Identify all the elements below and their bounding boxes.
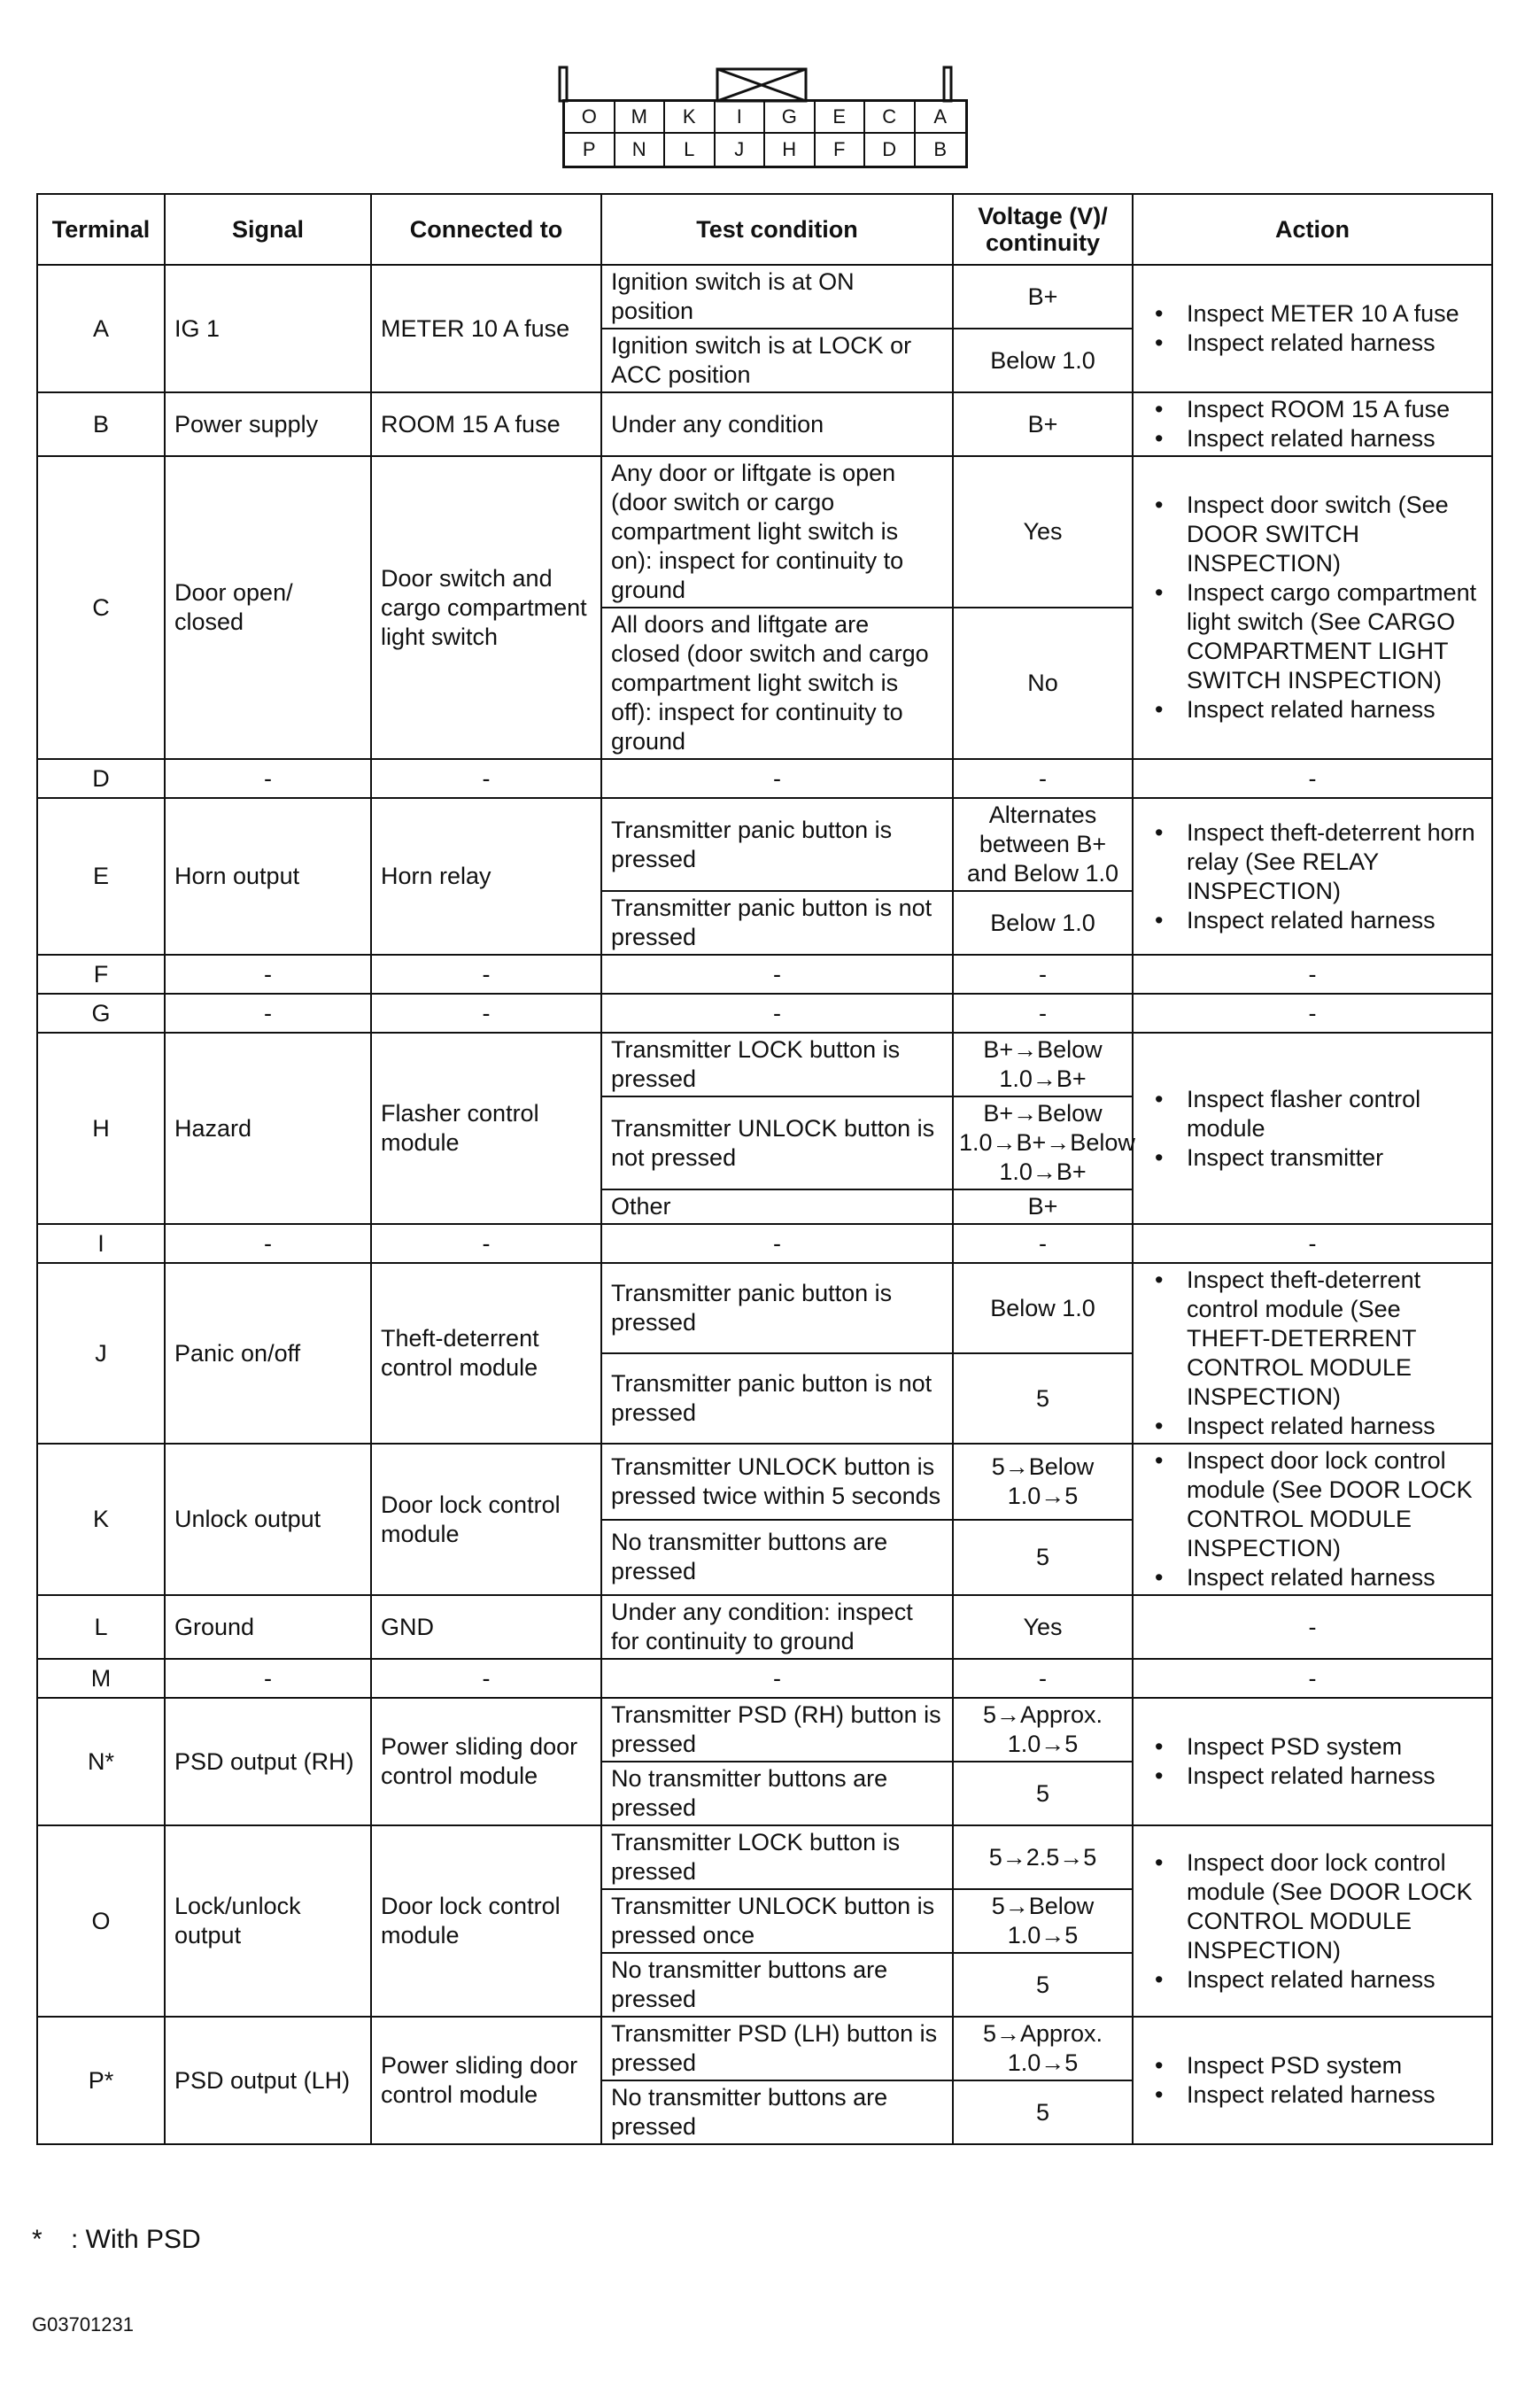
voltage-cell: Yes xyxy=(953,456,1133,608)
action-item: • Inspect transmitter xyxy=(1187,1143,1484,1173)
test-condition-cell: - xyxy=(601,1659,953,1698)
header-voltage xyxy=(953,194,1133,265)
header-action: Action xyxy=(1133,194,1492,265)
terminal-cell: L xyxy=(37,1595,165,1659)
action-item: • Inspect flasher control module xyxy=(1187,1085,1484,1143)
test-condition-cell: No transmitter buttons are pressed xyxy=(601,2080,953,2144)
action-list xyxy=(1144,395,1484,453)
action-cell xyxy=(1133,392,1492,456)
footnote-text: : With PSD xyxy=(71,2225,201,2254)
connected-to-cell: METER 10 A fuse xyxy=(371,265,601,392)
connected-to-cell: - xyxy=(371,759,601,798)
test-condition-cell: Ignition switch is at ON position xyxy=(601,265,953,329)
terminal-inspection-table xyxy=(36,193,1493,2145)
connected-to-cell: Horn relay xyxy=(371,798,601,955)
signal-cell: - xyxy=(165,1224,371,1263)
action-cell: - xyxy=(1133,955,1492,994)
signal-cell: - xyxy=(165,955,371,994)
voltage-cell: Below 1.0 xyxy=(953,1263,1133,1353)
action-item: • Inspect related harness xyxy=(1187,1563,1484,1592)
footnote-symbol: * xyxy=(32,2225,43,2254)
action-cell xyxy=(1133,1263,1492,1444)
signal-cell: Unlock output xyxy=(165,1444,371,1595)
voltage-cell: B+ xyxy=(953,1189,1133,1224)
connected-to-cell: Flasher control module xyxy=(371,1033,601,1224)
signal-cell: Hazard xyxy=(165,1033,371,1224)
table-row xyxy=(37,955,1492,994)
signal-cell: Power supply xyxy=(165,392,371,456)
connected-to-cell: - xyxy=(371,955,601,994)
voltage-cell: Below 1.0 xyxy=(953,891,1133,955)
voltage-cell: 5→Approx. 1.0→5 xyxy=(953,1698,1133,1762)
figure-code: G03701231 xyxy=(32,2313,134,2336)
action-cell: - xyxy=(1133,759,1492,798)
action-item: • Inspect related harness xyxy=(1187,1762,1484,1791)
table-row xyxy=(37,1595,1492,1659)
terminal-cell: F xyxy=(37,955,165,994)
action-list xyxy=(1144,1446,1484,1592)
voltage-cell: 5→Below 1.0→5 xyxy=(953,1444,1133,1520)
action-item: • Inspect door lock control module (See DOOR LOCK CONTROL MODULE INSPECTION) xyxy=(1187,1446,1484,1563)
action-cell xyxy=(1133,265,1492,392)
connected-to-cell: - xyxy=(371,994,601,1033)
action-item: • Inspect ROOM 15 A fuse xyxy=(1187,395,1484,424)
action-list xyxy=(1144,1085,1484,1173)
table-header-row xyxy=(37,194,1492,265)
action-list xyxy=(1144,1848,1484,1995)
terminal-cell: I xyxy=(37,1224,165,1263)
terminal-cell: A xyxy=(37,265,165,392)
action-cell xyxy=(1133,2017,1492,2144)
action-item: • Inspect related harness xyxy=(1187,424,1484,453)
table-row xyxy=(37,994,1492,1033)
action-item: • Inspect PSD system xyxy=(1187,1732,1484,1762)
table-row xyxy=(37,1033,1492,1096)
voltage-cell: B+ xyxy=(953,265,1133,329)
action-cell: - xyxy=(1133,1659,1492,1698)
connector-latch-icon xyxy=(558,62,974,103)
action-cell xyxy=(1133,1444,1492,1595)
connector-pin-grid xyxy=(562,99,968,168)
signal-cell: - xyxy=(165,994,371,1033)
table-row xyxy=(37,798,1492,891)
signal-cell: - xyxy=(165,1659,371,1698)
test-condition-cell: - xyxy=(601,955,953,994)
test-condition-cell: Transmitter UNLOCK button is not pressed xyxy=(601,1096,953,1189)
action-item: • Inspect cargo compartment light switch (See CARGO COMPARTMENT LIGHT SWITCH INSPECTION) xyxy=(1187,578,1484,695)
signal-cell: Ground xyxy=(165,1595,371,1659)
header-voltage-line2: continuity xyxy=(986,229,1100,256)
action-list xyxy=(1144,1266,1484,1441)
action-item: • Inspect door switch (See DOOR SWITCH INSPECTION) xyxy=(1187,491,1484,578)
action-cell: - xyxy=(1133,994,1492,1033)
connected-to-cell: Door switch and cargo compartment light switch xyxy=(371,456,601,759)
voltage-cell: - xyxy=(953,1659,1133,1698)
voltage-cell: Alternates between B+ and Below 1.0 xyxy=(953,798,1133,891)
connector-pin: A xyxy=(916,102,966,134)
signal-cell: Door open/ closed xyxy=(165,456,371,759)
header-terminal: Terminal xyxy=(37,194,165,265)
voltage-cell: 5 xyxy=(953,1520,1133,1596)
test-condition-cell: Ignition switch is at LOCK or ACC position xyxy=(601,329,953,392)
voltage-cell: B+→Below 1.0→B+ xyxy=(953,1033,1133,1096)
action-item: • Inspect theft-deterrent control module (See THEFT-DETERRENT CONTROL MODULE INSPECTION) xyxy=(1187,1266,1484,1412)
signal-cell: Panic on/off xyxy=(165,1263,371,1444)
connector-pin: N xyxy=(615,134,666,166)
connected-to-cell: Power sliding door control module xyxy=(371,1698,601,1825)
voltage-cell: 5 xyxy=(953,2080,1133,2144)
terminal-cell: N* xyxy=(37,1698,165,1825)
test-condition-cell: Transmitter PSD (RH) button is pressed xyxy=(601,1698,953,1762)
signal-cell: Horn output xyxy=(165,798,371,955)
voltage-cell: 5 xyxy=(953,1953,1133,2017)
action-list xyxy=(1144,818,1484,935)
table-row xyxy=(37,1224,1492,1263)
action-item: • Inspect related harness xyxy=(1187,695,1484,724)
action-list xyxy=(1144,491,1484,724)
signal-cell: - xyxy=(165,759,371,798)
table-row xyxy=(37,392,1492,456)
action-item: • Inspect related harness xyxy=(1187,1965,1484,1995)
header-voltage-line1: Voltage (V)/ xyxy=(978,203,1108,229)
connector-pin: H xyxy=(765,134,816,166)
test-condition-cell: Under any condition: inspect for continuity to ground xyxy=(601,1595,953,1659)
voltage-cell: 5 xyxy=(953,1353,1133,1444)
test-condition-cell: No transmitter buttons are pressed xyxy=(601,1762,953,1825)
terminal-cell: C xyxy=(37,456,165,759)
test-condition-cell: Transmitter LOCK button is pressed xyxy=(601,1033,953,1096)
table-row xyxy=(37,1825,1492,1889)
voltage-cell: Below 1.0 xyxy=(953,329,1133,392)
terminal-cell: G xyxy=(37,994,165,1033)
test-condition-cell: Under any condition xyxy=(601,392,953,456)
test-condition-cell: Transmitter UNLOCK button is pressed once xyxy=(601,1889,953,1953)
connector-pin: F xyxy=(816,134,866,166)
connected-to-cell: GND xyxy=(371,1595,601,1659)
signal-cell: Lock/unlock output xyxy=(165,1825,371,2017)
test-condition-cell: Transmitter panic button is not pressed xyxy=(601,891,953,955)
action-cell xyxy=(1133,456,1492,759)
action-cell xyxy=(1133,1698,1492,1825)
terminal-cell: E xyxy=(37,798,165,955)
voltage-cell: B+ xyxy=(953,392,1133,456)
voltage-cell: Yes xyxy=(953,1595,1133,1659)
connector-pin: I xyxy=(716,102,766,134)
terminal-cell: H xyxy=(37,1033,165,1224)
table-row xyxy=(37,2017,1492,2080)
signal-cell: IG 1 xyxy=(165,265,371,392)
terminal-cell: M xyxy=(37,1659,165,1698)
connected-to-cell: Door lock control module xyxy=(371,1825,601,2017)
connector-pin: C xyxy=(865,102,916,134)
connector-pin: L xyxy=(665,134,716,166)
test-condition-cell: Transmitter LOCK button is pressed xyxy=(601,1825,953,1889)
connector-diagram xyxy=(558,62,974,173)
connector-pin: D xyxy=(865,134,916,166)
action-list xyxy=(1144,1732,1484,1791)
test-condition-cell: No transmitter buttons are pressed xyxy=(601,1953,953,2017)
action-cell: - xyxy=(1133,1224,1492,1263)
connected-to-cell: Power sliding door control module xyxy=(371,2017,601,2144)
test-condition-cell: Transmitter panic button is pressed xyxy=(601,798,953,891)
connector-pin: G xyxy=(765,102,816,134)
signal-cell: PSD output (RH) xyxy=(165,1698,371,1825)
connected-to-cell: - xyxy=(371,1224,601,1263)
test-condition-cell: - xyxy=(601,1224,953,1263)
test-condition-cell: Other xyxy=(601,1189,953,1224)
action-item: • Inspect related harness xyxy=(1187,2080,1484,2110)
table-row xyxy=(37,1263,1492,1353)
terminal-cell: D xyxy=(37,759,165,798)
connected-to-cell: - xyxy=(371,1659,601,1698)
voltage-cell: 5→2.5→5 xyxy=(953,1825,1133,1889)
test-condition-cell: Transmitter PSD (LH) button is pressed xyxy=(601,2017,953,2080)
action-list xyxy=(1144,299,1484,358)
voltage-cell: 5 xyxy=(953,1762,1133,1825)
terminal-cell: K xyxy=(37,1444,165,1595)
action-cell xyxy=(1133,1825,1492,2017)
header-connected-to: Connected to xyxy=(371,194,601,265)
table-row xyxy=(37,1659,1492,1698)
voltage-cell: No xyxy=(953,608,1133,759)
connected-to-cell: Door lock control module xyxy=(371,1444,601,1595)
table-row xyxy=(37,265,1492,329)
action-item: • Inspect related harness xyxy=(1187,1412,1484,1441)
voltage-cell: 5→Below 1.0→5 xyxy=(953,1889,1133,1953)
action-item: • Inspect door lock control module (See DOOR LOCK CONTROL MODULE INSPECTION) xyxy=(1187,1848,1484,1965)
footnote xyxy=(32,2225,201,2255)
connector-pin: J xyxy=(716,134,766,166)
action-cell xyxy=(1133,1033,1492,1224)
test-condition-cell: - xyxy=(601,994,953,1033)
terminal-cell: B xyxy=(37,392,165,456)
voltage-cell: - xyxy=(953,759,1133,798)
terminal-cell: P* xyxy=(37,2017,165,2144)
test-condition-cell: Transmitter panic button is pressed xyxy=(601,1263,953,1353)
header-signal: Signal xyxy=(165,194,371,265)
action-cell: - xyxy=(1133,1595,1492,1659)
voltage-cell: - xyxy=(953,1224,1133,1263)
action-item: • Inspect related harness xyxy=(1187,329,1484,358)
action-item: • Inspect related harness xyxy=(1187,906,1484,935)
table-row xyxy=(37,1444,1492,1520)
connector-pin: B xyxy=(933,138,948,160)
action-item: • Inspect theft-deterrent horn relay (See RELAY INSPECTION) xyxy=(1187,818,1484,906)
test-condition-cell: Transmitter panic button is not pressed xyxy=(601,1353,953,1444)
test-condition-cell: No transmitter buttons are pressed xyxy=(601,1520,953,1596)
table-row xyxy=(37,759,1492,798)
test-condition-cell: Transmitter UNLOCK button is pressed twice within 5 seconds xyxy=(601,1444,953,1520)
connector-pin: M xyxy=(615,102,666,134)
voltage-cell: 5→Approx. 1.0→5 xyxy=(953,2017,1133,2080)
test-condition-cell: Any door or liftgate is open (door switch or cargo compartment light switch is on): inspect for continuity to ground xyxy=(601,456,953,608)
voltage-cell: - xyxy=(953,994,1133,1033)
test-condition-cell: All doors and liftgate are closed (door switch and cargo compartment light switch is off): inspect for continuity to ground xyxy=(601,608,953,759)
action-cell xyxy=(1133,798,1492,955)
connector-pin: K xyxy=(665,102,716,134)
action-item: • Inspect PSD system xyxy=(1187,2051,1484,2080)
table-row xyxy=(37,456,1492,608)
connector-pin: E xyxy=(816,102,866,134)
signal-cell: PSD output (LH) xyxy=(165,2017,371,2144)
terminal-cell: J xyxy=(37,1263,165,1444)
table-row xyxy=(37,1698,1492,1762)
connector-pin: O xyxy=(565,102,615,134)
connector-pin: P xyxy=(565,134,615,166)
table-body xyxy=(37,265,1492,2144)
connected-to-cell: ROOM 15 A fuse xyxy=(371,392,601,456)
header-test-condition: Test condition xyxy=(601,194,953,265)
test-condition-cell: - xyxy=(601,759,953,798)
voltage-cell: B+→Below 1.0→B+→Below 1.0→B+ xyxy=(953,1096,1133,1189)
voltage-cell: - xyxy=(953,955,1133,994)
terminal-cell: O xyxy=(37,1825,165,2017)
action-item: • Inspect METER 10 A fuse xyxy=(1187,299,1484,329)
action-list xyxy=(1144,2051,1484,2110)
connected-to-cell: Theft-deterrent control module xyxy=(371,1263,601,1444)
